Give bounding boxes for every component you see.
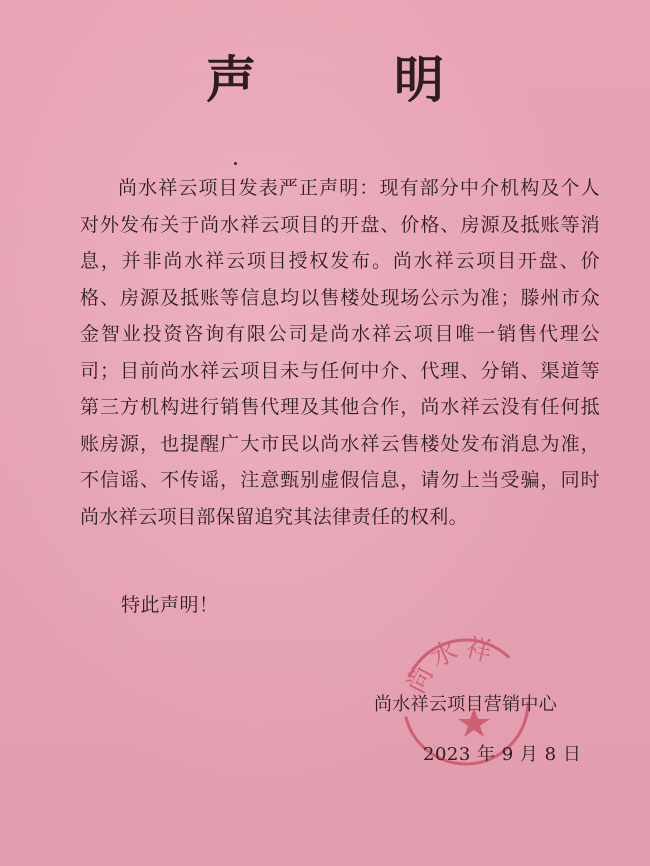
svg-text:尚水祥 (401, 633, 499, 699)
signature-date: 2023 年 9 月 8 日 (423, 744, 582, 765)
seal-text: 尚水祥 (400, 632, 499, 699)
document-title: 声 明 (206, 50, 488, 109)
closing-line: 特此声明！ (121, 594, 219, 616)
signature-org: 尚水祥云项目营销中心 (374, 694, 557, 715)
ink-dot (234, 162, 237, 165)
statement-body: 尚水祥云项目发表严正声明：现有部分中介机构及个人对外发布关于尚水祥云项目的开盘、价格、房源及抵账等消息，并非尚水祥云项目授权发布。尚水祥云项目开盘、价格、房源及抵账等信息均以售楼处现场公示为准；滕州市众金智业投资咨询有限公司是尚水祥云项目唯一销售代理公司；目前尚水祥云项目未与任何中介、代理、分销、渠道等第三方机构进行销售代理及其他合作，尚水祥云没有任何抵账房源，也提醒广大市民以尚水祥云售楼处发布消息为准，不信谣、不传谣，注意甄别虚假信息，请勿上当受骗，同时尚水祥云项目部保留追究其法律责任的权利。 (80, 177, 600, 528)
